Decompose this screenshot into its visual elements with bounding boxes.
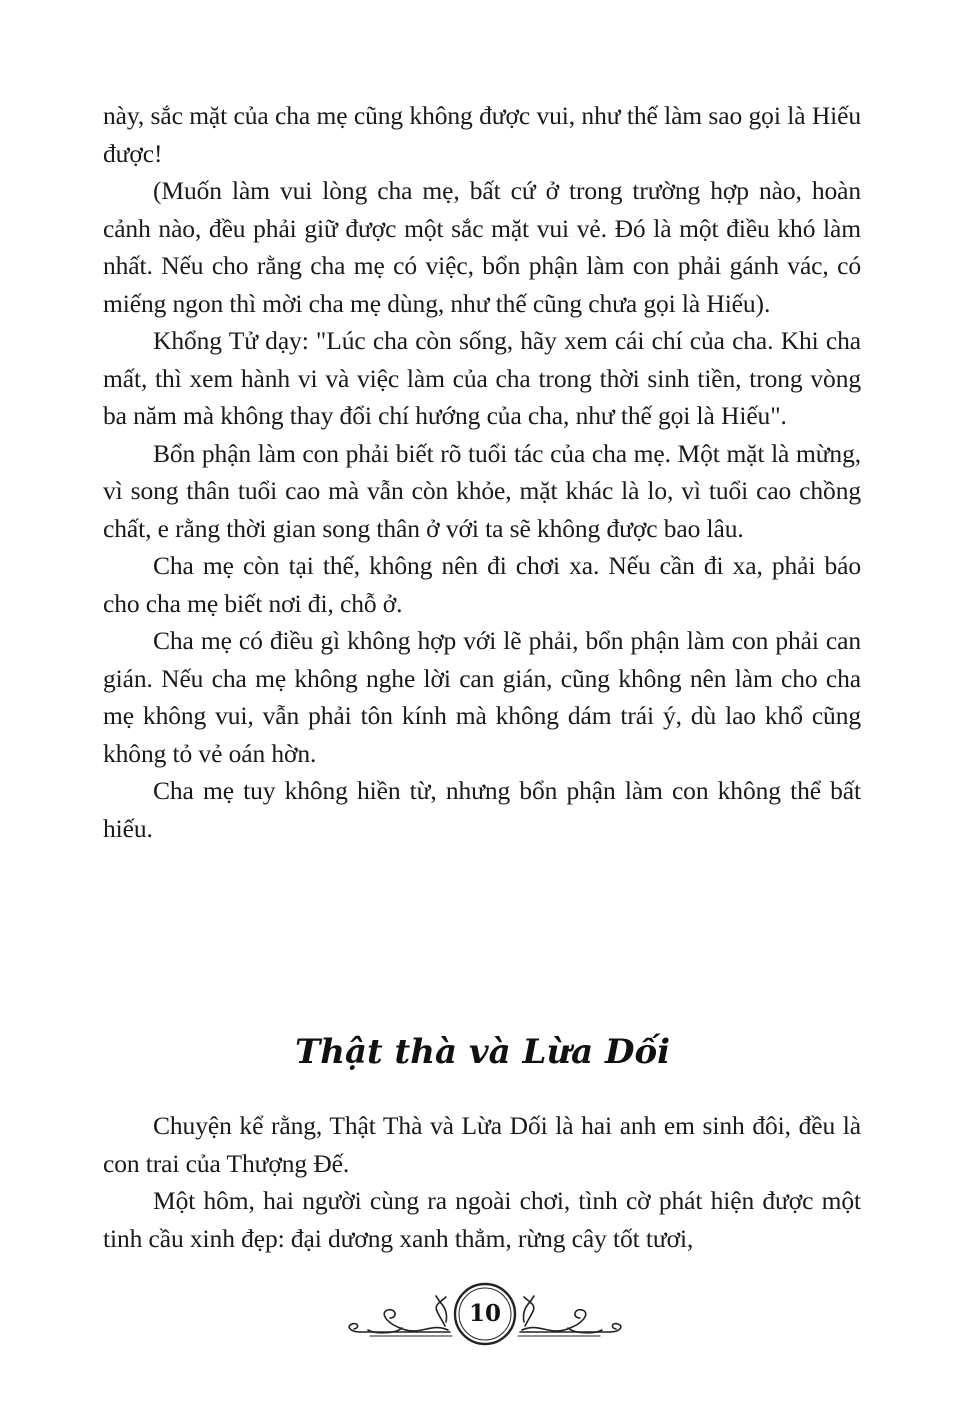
paragraph: Cha mẹ tuy không hiền từ, nhưng bổn phận làm con không thể bất hiếu. <box>103 776 861 843</box>
paragraph: này, sắc mặt của cha mẹ cũng không được vui, như thế làm sao gọi là Hiếu được! <box>103 101 861 168</box>
page-number: 10 <box>468 1300 501 1327</box>
body-text-section-1 <box>103 97 861 847</box>
paragraph: Cha mẹ có điều gì không hợp với lẽ phải, bổn phận làm con phải can gián. Nếu cha mẹ không nghe lời can gián, cũng không nên làm cho cha mẹ không vui, vẫn phải tôn kính mà không dám trái ý, dù lao khổ cũng không tỏ vẻ oán hờn. <box>103 626 861 768</box>
chapter-title: Thật thà và Lừa Dối <box>294 1032 671 1072</box>
paragraph: (Muốn làm vui lòng cha mẹ, bất cứ ở trong trường hợp nào, hoàn cảnh nào, đều phải giữ được một sắc mặt vui vẻ. Đó là một điều khó làm nhất. Nếu cho rằng cha mẹ có việc, bổn phận làm con phải gánh vác, có miếng ngon thì mời cha mẹ dùng, như thế cũng chưa gọi là Hiếu). <box>103 176 861 318</box>
page-footer <box>340 1282 630 1352</box>
paragraph: Cha mẹ còn tại thế, không nên đi chơi xa. Nếu cần đi xa, phải báo cho cha mẹ biết nơi đi, chỗ ở. <box>103 551 861 618</box>
paragraph: Bổn phận làm con phải biết rõ tuổi tác của cha mẹ. Một mặt là mừng, vì song thân tuổi cao mà vẫn còn khỏe, mặt khác là lo, vì tuổi cao chồng chất, e rằng thời gian song thân ở với ta sẽ không được bao lâu. <box>103 438 861 543</box>
paragraph: Một hôm, hai người cùng ra ngoài chơi, tình cờ phát hiện được một tinh cầu xinh đẹp: đại dương xanh thẳm, rừng cây tốt tươi, <box>103 1186 861 1253</box>
paragraph: Khổng Tử dạy: "Lúc cha còn sống, hãy xem cái chí của cha. Khi cha mất, thì xem hành vi và việc làm của cha trong thời sinh tiền, trong vòng ba năm mà không thay đổi chí hướng của cha, như thế gọi là Hiếu". <box>103 326 861 430</box>
paragraph: Chuyện kể rằng, Thật Thà và Lừa Dối là hai anh em sinh đôi, đều là con trai của Thượng Đế. <box>103 1111 861 1178</box>
body-text-section-2 <box>103 1107 861 1257</box>
